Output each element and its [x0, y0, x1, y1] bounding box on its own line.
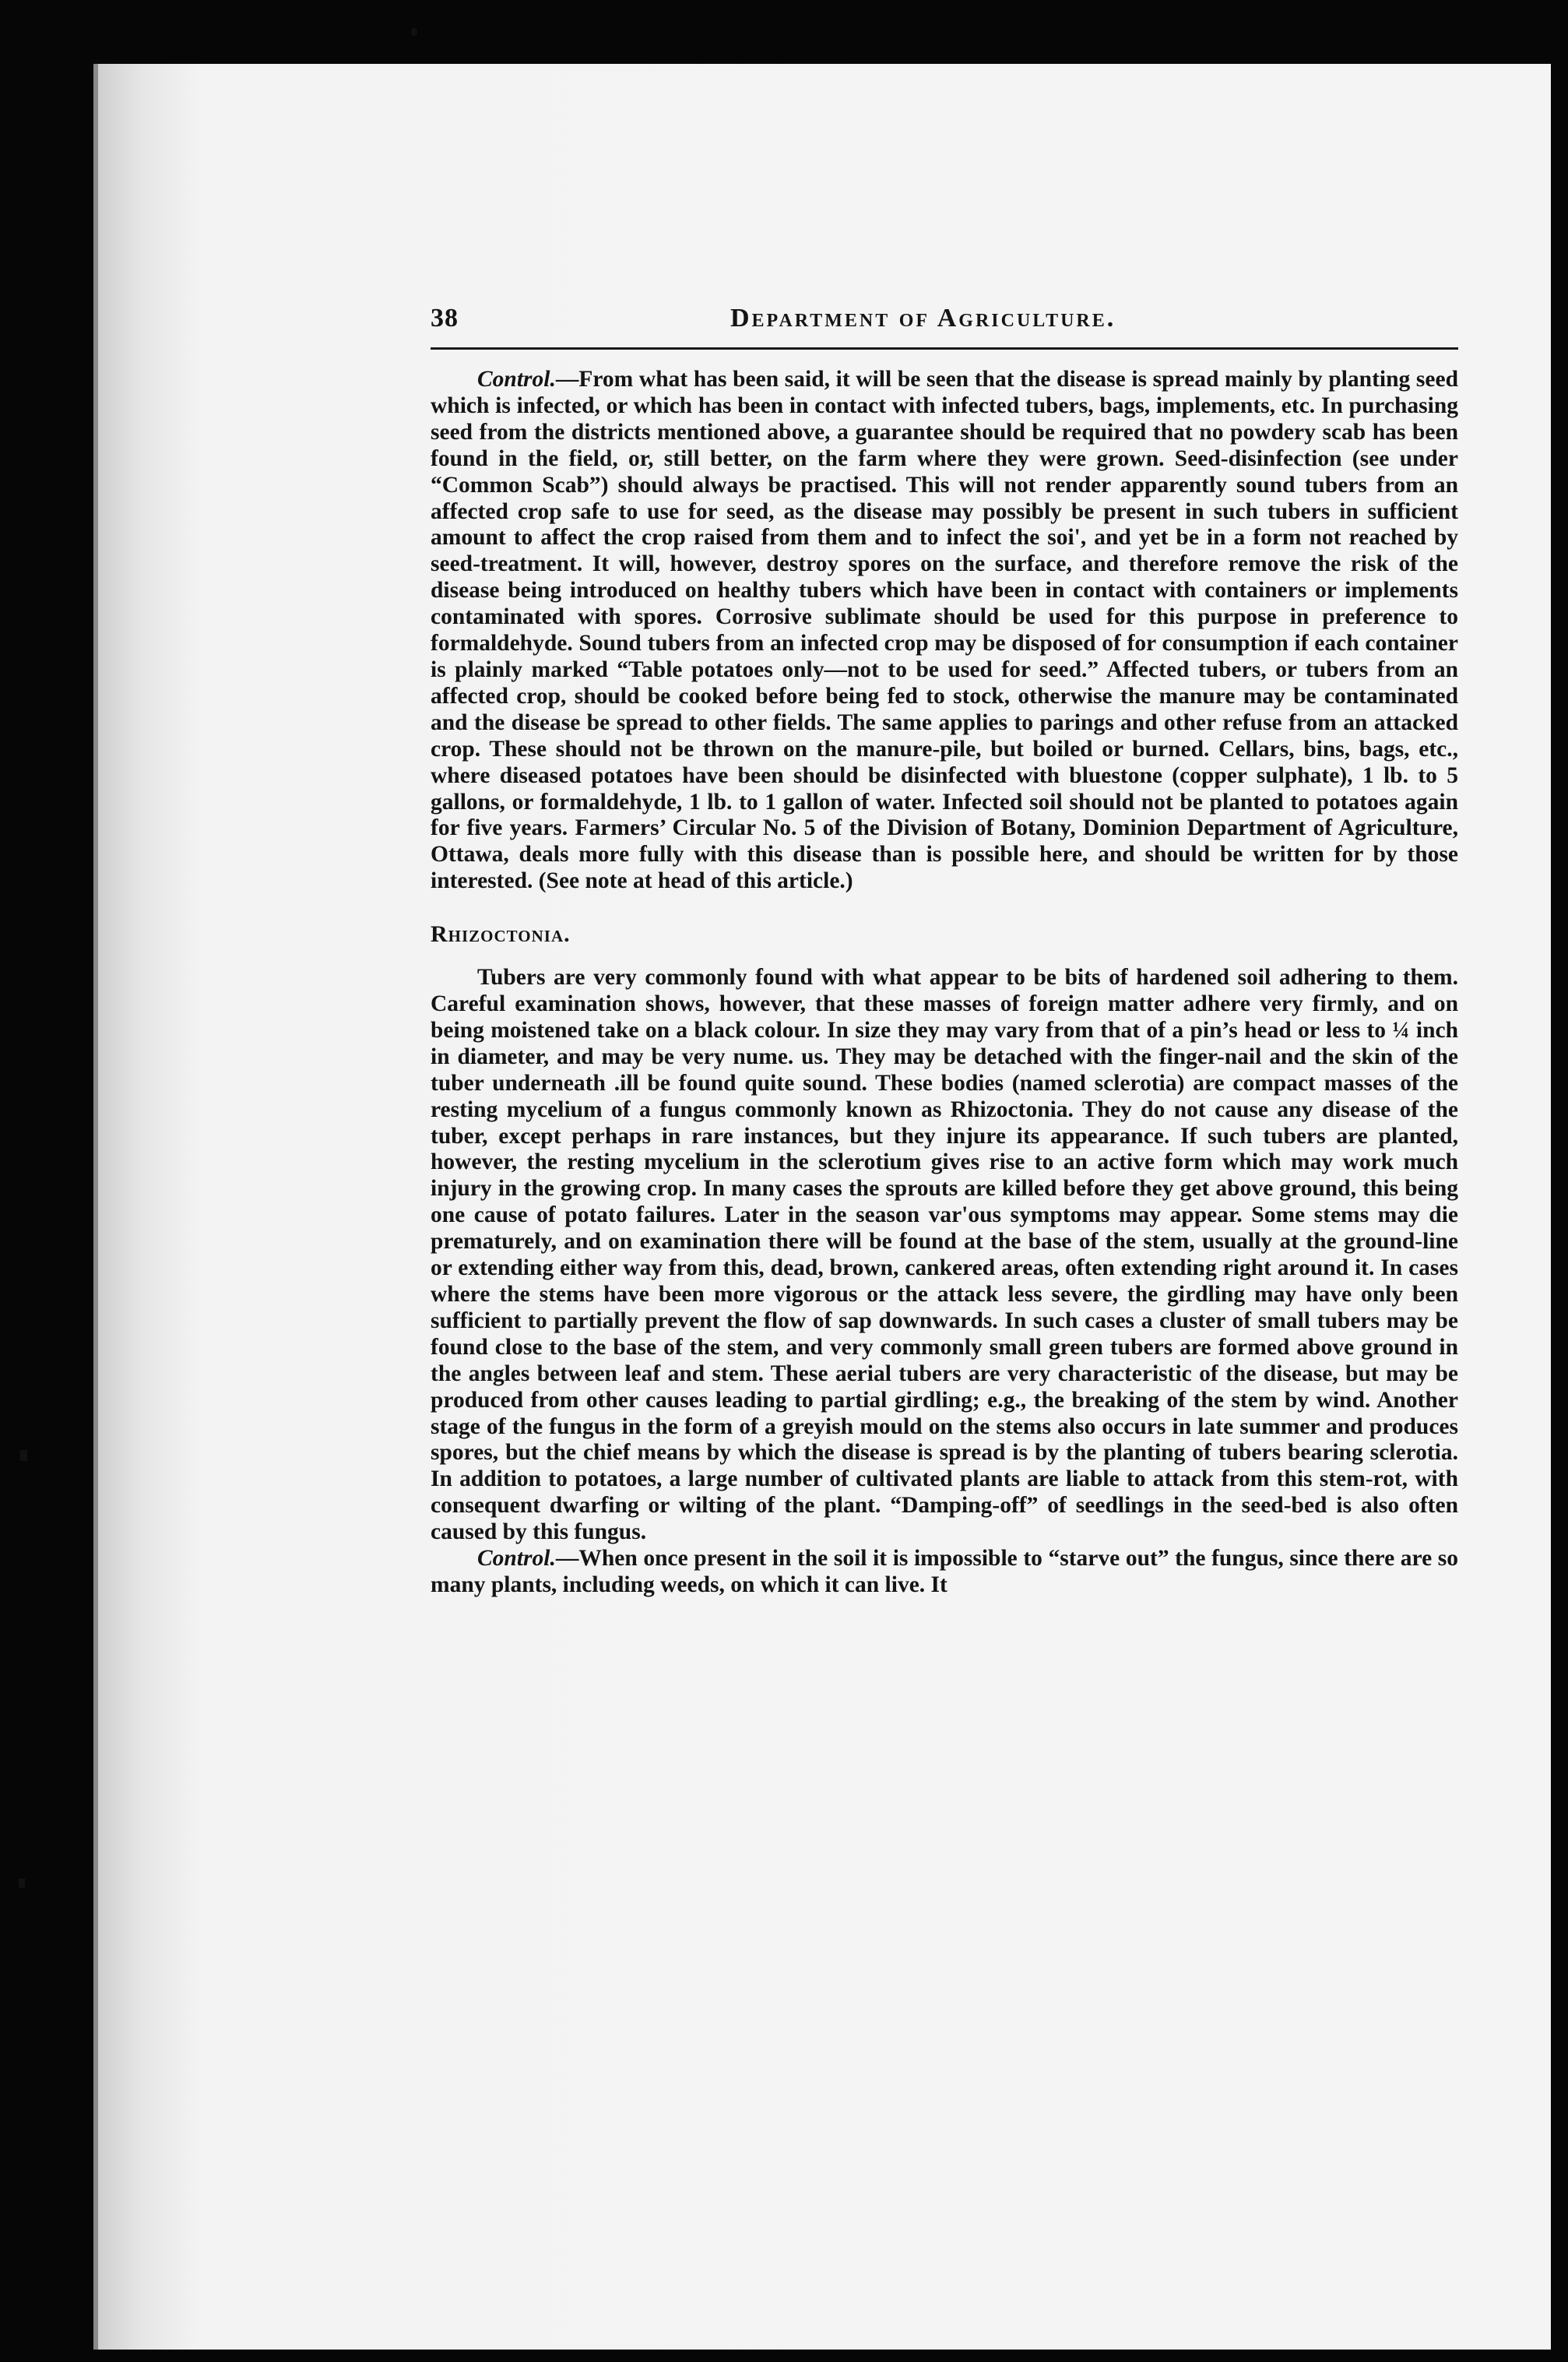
control-paragraph	[431, 367, 1458, 895]
control-paragraph-2	[431, 1546, 1458, 1599]
page-content	[431, 304, 1458, 1599]
control-heading: Control.	[477, 367, 556, 392]
page-number: 38	[431, 304, 459, 333]
control-heading-2: Control.	[477, 1546, 556, 1572]
control-text-2: —When once present in the soil it is impossible to “starve out” the fungus, since there are so many plants, including weeds, on which it can live. It	[431, 1546, 1458, 1597]
scan-speck	[411, 28, 417, 36]
page-header	[431, 304, 1458, 344]
scan-speck	[19, 1878, 25, 1888]
header-rule	[431, 347, 1458, 350]
section-heading-rhizoctonia: Rhizoctonia.	[431, 921, 571, 948]
control-text: —From what has been said, it will be seen that the disease is spread mainly by planting seed which is infected, or which has been in contact with infected tubers, bags, implements, etc. In purchasing seed from the districts mentioned above, a guarantee should be required that no powdery scab has been found in the field, or, still better, on the farm where they were grown. Seed-disinfection (see under “Common Scab”) should always be practised. This will not render apparently sound tubers from an affected crop safe to use for seed, as the disease may possibly be present in such tubers in sufficient amount to affect the crop raised from them and to infect the soi', and yet be in a form not reached by seed-treatment. It will, however, destroy spores on the surface, and therefore remove the risk of the disease being introduced on healthy tubers which have been in contact with containers or implements contaminated with spores. Corrosive sublimate should be used for this purpose in preference to formaldehyde. Sound tubers from an infected crop may be disposed of for consumption if each container is plainly marked “Table potatoes only—not to be used for seed.” Affected tubers, or tubers from an affected crop, should be cooked before being fed to stock, otherwise the manure may be contaminated and the disease be spread to other fields. The same applies to parings and other refuse from an attacked crop. These should not be thrown on the manure-pile, but boiled or burned. Cellars, bins, bags, etc., where diseased potatoes have been should be disinfected with bluestone (copper sulphate), 1 lb. to 5 gallons, or formaldehyde, 1 lb. to 1 gallon of water. Infected soil should not be planted to potatoes again for five years. Farmers’ Circular No. 5 of the Division of Botany, Dominion Department of Agriculture, Ottawa, deals more fully with this disease than is possible here, and should be written for by those interested. (See note at head of this article.)	[431, 367, 1458, 894]
running-head: Department of Agriculture.	[730, 304, 1116, 333]
rhizoctonia-paragraph: Tubers are very commonly found with what appear to be bits of hardened soil adhering to them. Careful examination shows, however, that these masses of foreign matter adhere very firmly, and on being moistened take on a black colour. In size they may vary from that of a pin’s head or less to ¼ inch in diameter, and may be very nume. us. They may be detached with the finger-nail and the skin of the tuber underneath .ill be found quite sound. These bodies (named sclerotia) are compact masses of the resting mycelium of a fungus commonly known as Rhizoctonia. They do not cause any disease of the tuber, except perhaps in rare instances, but they injure its appearance. If such tubers are planted, however, the resting mycelium in the sclerotium gives rise to an active form which may work much injury in the growing crop. In many cases the sprouts are killed before they get above ground, this being one cause of potato failures. Later in the season var'ous symptoms may appear. Some stems may die prematurely, and on examination there will be found at the base of the stem, usually at the ground-line or extending either way from this, dead, brown, cankered areas, often extending right around it. In cases where the stems have been more vigorous or the attack less severe, the girdling may have only been sufficient to partially prevent the flow of sap downwards. In such cases a cluster of small tubers may be found close to the base of the stem, and very commonly small green tubers are formed above ground in the angles between leaf and stem. These aerial tubers are very characteristic of the disease, but may be produced from other causes leading to partial girdling; e.g., the breaking of the stem by wind. Another stage of the fungus in the form of a greyish mould on the stems also occurs in late summer and produces spores, but the chief means by which the disease is spread is by the planting of tubers bearing sclerotia. In addition to potatoes, a large number of cultivated plants are liable to attack from this stem-rot, with consequent dwarfing or wilting of the plant. “Damping-off” of seedlings in the seed-bed is also often caused by this fungus.	[431, 965, 1458, 1545]
scan-speck	[20, 1450, 27, 1461]
